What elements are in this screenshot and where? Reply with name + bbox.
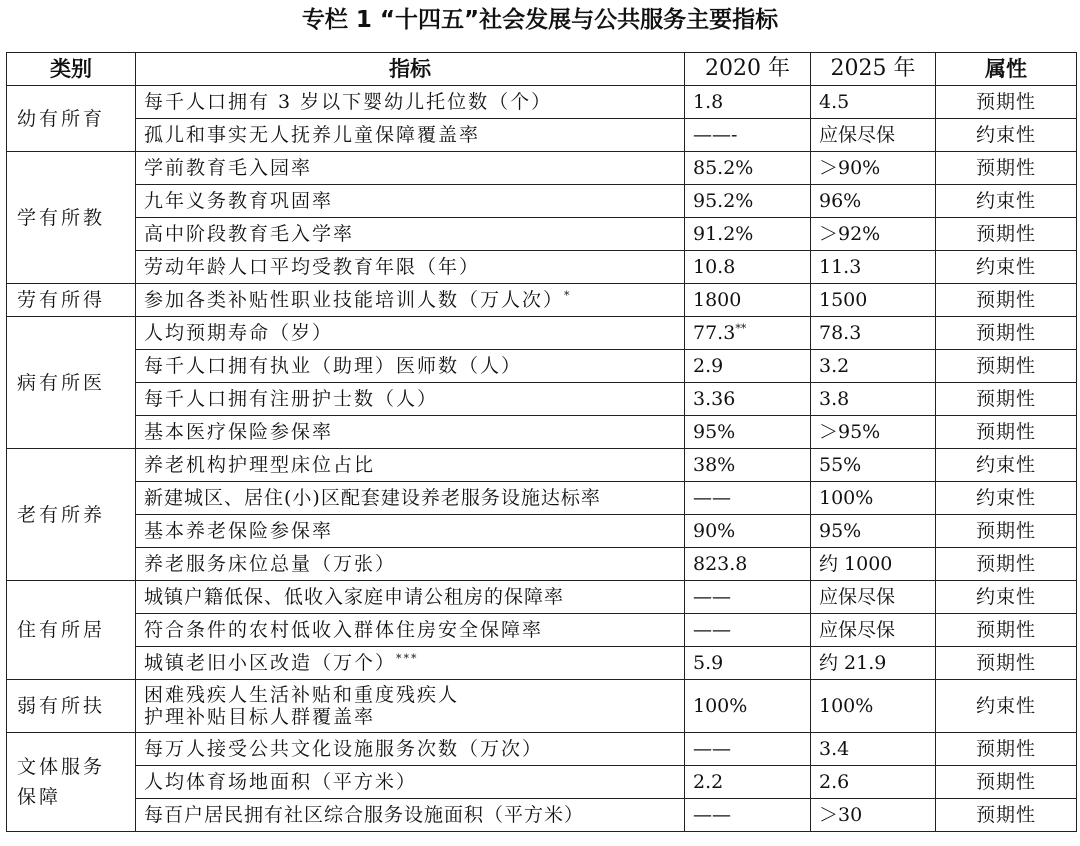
indicator-cell: 人均体育场地面积（平方米） bbox=[136, 766, 685, 799]
value-2025-cell: 11.3 bbox=[811, 251, 936, 284]
header-attribute: 属性 bbox=[936, 53, 1077, 86]
indicator-cell: 每万人接受公共文化设施服务次数（万次） bbox=[136, 733, 685, 766]
value-2020-cell: 10.8 bbox=[685, 251, 811, 284]
value-2020-cell: 100% bbox=[685, 680, 811, 733]
header-category: 类别 bbox=[7, 53, 136, 86]
attribute-cell: 约束性 bbox=[936, 185, 1077, 218]
table-row bbox=[7, 416, 1077, 449]
value-2020-cell: 5.9 bbox=[685, 647, 811, 680]
value-2025-cell: 96% bbox=[811, 185, 936, 218]
value-2020-cell: 95.2% bbox=[685, 185, 811, 218]
attribute-cell: 预期性 bbox=[936, 383, 1077, 416]
value-2025-cell: 约 21.9 bbox=[811, 647, 936, 680]
value-2020-cell: 1800 bbox=[685, 284, 811, 317]
attribute-cell: 约束性 bbox=[936, 482, 1077, 515]
indicator-cell: 基本养老保险参保率 bbox=[136, 515, 685, 548]
indicator-cell: 基本医疗保险参保率 bbox=[136, 416, 685, 449]
value-2020-cell: 85.2% bbox=[685, 152, 811, 185]
value-2020-cell: 90% bbox=[685, 515, 811, 548]
table-header-row bbox=[7, 53, 1077, 86]
value-2025-cell: 3.2 bbox=[811, 350, 936, 383]
value-2025-cell: 100% bbox=[811, 482, 936, 515]
indicator-cell: 孤儿和事实无人抚养儿童保障覆盖率 bbox=[136, 119, 685, 152]
indicator-cell bbox=[136, 680, 685, 733]
value-2025-cell: 100% bbox=[811, 680, 936, 733]
indicator-cell bbox=[136, 647, 685, 680]
table-row bbox=[7, 733, 1077, 766]
value-text: 77.3 bbox=[693, 322, 736, 344]
table-row bbox=[7, 317, 1077, 350]
attribute-cell: 约束性 bbox=[936, 581, 1077, 614]
category-cell: 劳有所得 bbox=[7, 284, 136, 317]
value-2020-cell: 91.2% bbox=[685, 218, 811, 251]
indicator-cell: 新建城区、居住(小)区配套建设养老服务设施达标率 bbox=[136, 482, 685, 515]
attribute-cell: 预期性 bbox=[936, 647, 1077, 680]
attribute-cell: 约束性 bbox=[936, 449, 1077, 482]
value-2025-cell: ＞95% bbox=[811, 416, 936, 449]
attribute-cell: 预期性 bbox=[936, 284, 1077, 317]
attribute-cell: 约束性 bbox=[936, 251, 1077, 284]
table-row bbox=[7, 482, 1077, 515]
indicator-cell: 养老机构护理型床位占比 bbox=[136, 449, 685, 482]
value-2020-cell: 823.8 bbox=[685, 548, 811, 581]
value-2025-cell: ＞90% bbox=[811, 152, 936, 185]
indicator-cell: 符合条件的农村低收入群体住房安全保障率 bbox=[136, 614, 685, 647]
category-cell: 老有所养 bbox=[7, 449, 136, 581]
table-row bbox=[7, 766, 1077, 799]
attribute-cell: 约束性 bbox=[936, 119, 1077, 152]
indicator-cell: 九年义务教育巩固率 bbox=[136, 185, 685, 218]
value-2020-cell: —— bbox=[685, 733, 811, 766]
indicator-cell: 学前教育毛入园率 bbox=[136, 152, 685, 185]
indicator-cell bbox=[136, 284, 685, 317]
value-2020-cell: ——- bbox=[685, 119, 811, 152]
attribute-cell: 预期性 bbox=[936, 766, 1077, 799]
value-2025-cell: 4.5 bbox=[811, 86, 936, 119]
category-cell: 病有所医 bbox=[7, 317, 136, 449]
table-row bbox=[7, 581, 1077, 614]
category-line-2: 保障 bbox=[17, 786, 62, 808]
attribute-cell: 约束性 bbox=[936, 680, 1077, 733]
value-2025-cell: 2.6 bbox=[811, 766, 936, 799]
value-2025-cell: 约 1000 bbox=[811, 548, 936, 581]
indicator-cell: 每千人口拥有执业（助理）医师数（人） bbox=[136, 350, 685, 383]
table-row bbox=[7, 119, 1077, 152]
indicator-line-2: 护理补贴目标人群覆盖率 bbox=[144, 706, 376, 728]
table-row bbox=[7, 152, 1077, 185]
indicator-cell: 人均预期寿命（岁） bbox=[136, 317, 685, 350]
indicator-line-1: 困难残疾人生活补贴和重度残疾人 bbox=[144, 684, 460, 706]
indicator-text: 参加各类补贴性职业技能培训人数（万人次） bbox=[144, 289, 565, 311]
table-row bbox=[7, 614, 1077, 647]
value-2025-cell: ＞30 bbox=[811, 799, 936, 832]
value-2025-cell: 应保尽保 bbox=[811, 581, 936, 614]
table-row bbox=[7, 185, 1077, 218]
value-2020-cell: —— bbox=[685, 581, 811, 614]
table-row bbox=[7, 383, 1077, 416]
value-2020-cell: 38% bbox=[685, 449, 811, 482]
header-indicator: 指标 bbox=[136, 53, 685, 86]
value-2025-cell: 95% bbox=[811, 515, 936, 548]
value-2025-cell: 3.8 bbox=[811, 383, 936, 416]
value-2020-cell: —— bbox=[685, 799, 811, 832]
value-2020-cell: 2.9 bbox=[685, 350, 811, 383]
attribute-cell: 预期性 bbox=[936, 416, 1077, 449]
value-2020-cell: 1.8 bbox=[685, 86, 811, 119]
table-row bbox=[7, 548, 1077, 581]
table-row bbox=[7, 350, 1077, 383]
indicator-cell: 劳动年龄人口平均受教育年限（年） bbox=[136, 251, 685, 284]
page-title: 专栏 1 “十四五”社会发展与公共服务主要指标 bbox=[301, 7, 779, 33]
category-cell: 弱有所扶 bbox=[7, 680, 136, 733]
indicator-cell: 养老服务床位总量（万张） bbox=[136, 548, 685, 581]
table-row bbox=[7, 251, 1077, 284]
attribute-cell: 预期性 bbox=[936, 86, 1077, 119]
attribute-cell: 预期性 bbox=[936, 218, 1077, 251]
value-2025-cell: 55% bbox=[811, 449, 936, 482]
category-cell bbox=[7, 733, 136, 832]
category-cell: 幼有所育 bbox=[7, 86, 136, 152]
attribute-cell: 预期性 bbox=[936, 152, 1077, 185]
value-2020-cell bbox=[685, 317, 811, 350]
attribute-cell: 预期性 bbox=[936, 733, 1077, 766]
table-row bbox=[7, 449, 1077, 482]
table-row bbox=[7, 680, 1077, 733]
indicator-cell: 城镇户籍低保、低收入家庭申请公租房的保障率 bbox=[136, 581, 685, 614]
table-row bbox=[7, 86, 1077, 119]
attribute-cell: 预期性 bbox=[936, 614, 1077, 647]
table-row bbox=[7, 799, 1077, 832]
table-row bbox=[7, 218, 1077, 251]
category-cell: 住有所居 bbox=[7, 581, 136, 680]
value-2020-cell: 95% bbox=[685, 416, 811, 449]
table-row bbox=[7, 284, 1077, 317]
indicator-cell: 每百户居民拥有社区综合服务设施面积（平方米） bbox=[136, 799, 685, 832]
value-2025-cell: 78.3 bbox=[811, 317, 936, 350]
attribute-cell: 预期性 bbox=[936, 548, 1077, 581]
value-2020-cell: —— bbox=[685, 482, 811, 515]
table-row bbox=[7, 515, 1077, 548]
table-row bbox=[7, 647, 1077, 680]
header-2020: 2020 年 bbox=[685, 53, 811, 86]
attribute-cell: 预期性 bbox=[936, 799, 1077, 832]
category-cell: 学有所教 bbox=[7, 152, 136, 284]
value-2025-cell: 1500 bbox=[811, 284, 936, 317]
value-2020-cell: 2.2 bbox=[685, 766, 811, 799]
category-line-1: 文体服务 bbox=[17, 756, 106, 778]
footnote-mark: * bbox=[564, 289, 572, 302]
value-2020-cell: —— bbox=[685, 614, 811, 647]
header-2025: 2025 年 bbox=[811, 53, 936, 86]
footnote-mark: *** bbox=[396, 652, 419, 665]
indicator-cell: 高中阶段教育毛入学率 bbox=[136, 218, 685, 251]
value-2025-cell: ＞92% bbox=[811, 218, 936, 251]
attribute-cell: 预期性 bbox=[936, 515, 1077, 548]
indicator-cell: 每千人口拥有 3 岁以下婴幼儿托位数（个） bbox=[136, 86, 685, 119]
attribute-cell: 预期性 bbox=[936, 317, 1077, 350]
value-2025-cell: 应保尽保 bbox=[811, 614, 936, 647]
value-2025-cell: 3.4 bbox=[811, 733, 936, 766]
footnote-mark: ** bbox=[735, 322, 747, 335]
value-2025-cell: 应保尽保 bbox=[811, 119, 936, 152]
attribute-cell: 预期性 bbox=[936, 350, 1077, 383]
indicator-text: 城镇老旧小区改造（万个） bbox=[144, 652, 397, 674]
value-2020-cell: 3.36 bbox=[685, 383, 811, 416]
indicator-table bbox=[6, 52, 1077, 832]
indicator-cell: 每千人口拥有注册护士数（人） bbox=[136, 383, 685, 416]
